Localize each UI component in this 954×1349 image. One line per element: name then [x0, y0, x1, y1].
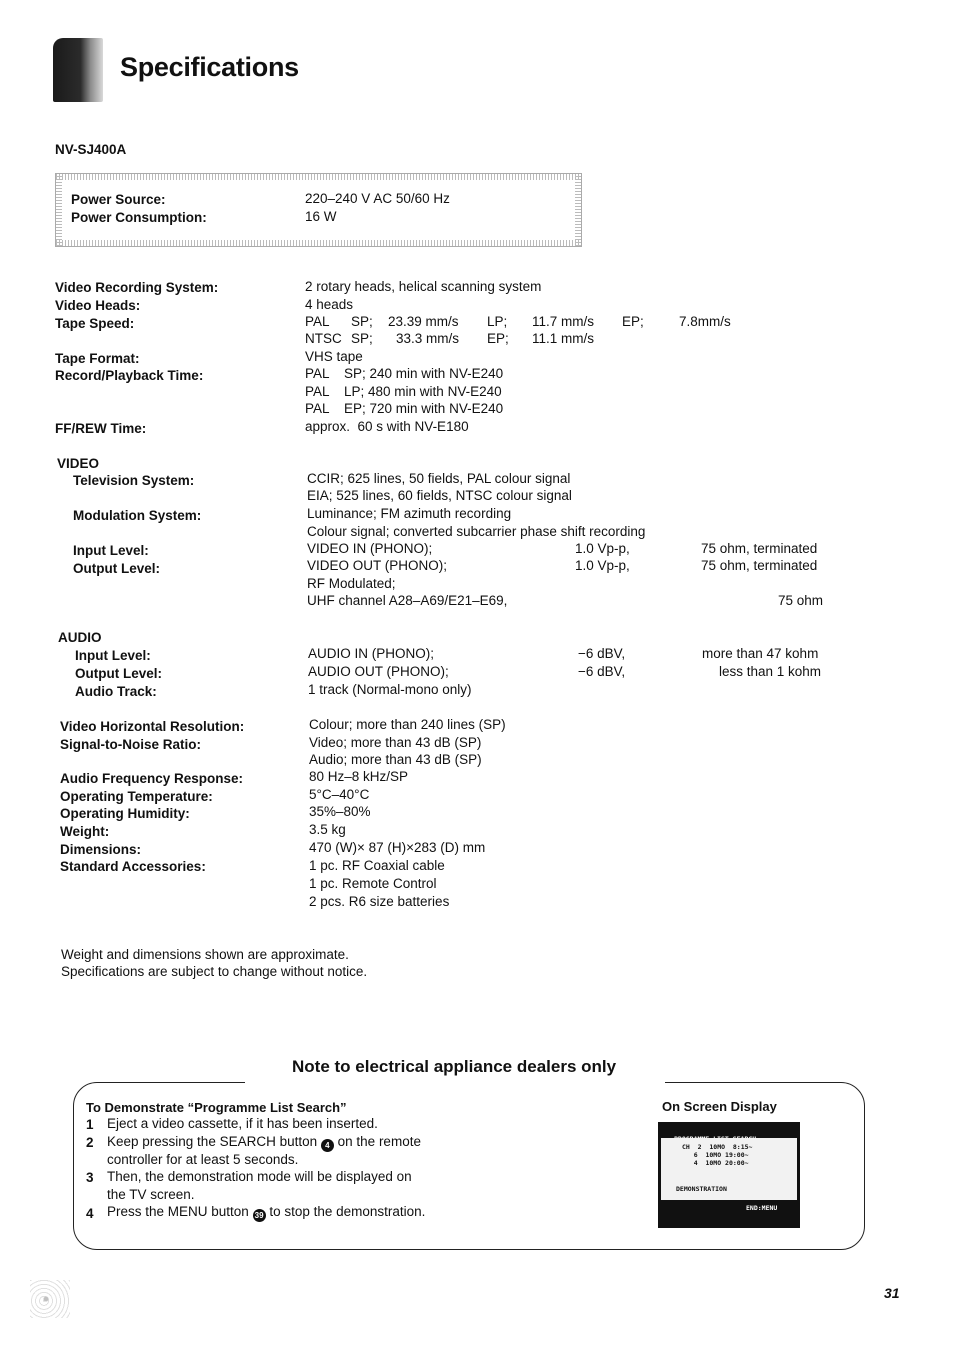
spec-value: 4 heads [305, 297, 354, 312]
power-consumption-label: Power Consumption: [71, 210, 207, 225]
spec-value: 80 Hz–8 kHz/SP [309, 769, 409, 784]
spec-label: Weight: [60, 824, 110, 839]
spec-impedance: 75 ohm, terminated [701, 541, 818, 556]
menu-button-badge-icon: 39 [253, 1209, 266, 1222]
tape-speed-ep: 7.8mm/s [679, 314, 731, 329]
tape-speed-ntsc-sp: 33.3 mm/s [396, 331, 460, 346]
step-text [107, 1134, 421, 1152]
spec-impedance: 75 ohm [778, 593, 824, 608]
spec-label: Audio Track: [75, 684, 157, 699]
spec-value: Video; more than 43 dB (SP) [309, 735, 482, 750]
step-text: controller for at least 5 seconds. [107, 1152, 299, 1167]
spec-label: Television System: [73, 473, 195, 488]
spec-value: RF Modulated; [307, 576, 396, 591]
spec-value: UHF channel A28–A69/E21–E69, [307, 593, 508, 608]
step-number: 2 [86, 1135, 94, 1150]
spec-label: Standard Accessories: [60, 859, 206, 874]
spec-label: Output Level: [75, 666, 162, 681]
tape-speed-lp-label: LP; [487, 314, 508, 329]
spec-label: Signal-to-Noise Ratio: [60, 737, 201, 752]
osd-row: CH 2 10MO 8:15~ [682, 1143, 753, 1151]
spec-value: AUDIO IN (PHONO); [308, 646, 435, 661]
footnote: Weight and dimensions shown are approximate. [61, 947, 349, 962]
spec-value: AUDIO OUT (PHONO); [308, 664, 449, 679]
spec-label: Dimensions: [60, 842, 142, 857]
spec-level: 1.0 Vp-p, [575, 541, 630, 556]
spec-value: PAL EP; 720 min with NV-E240 [305, 401, 504, 416]
spec-value: EIA; 525 lines, 60 fields, NTSC colour signal [307, 488, 572, 503]
tape-speed-ep-label: EP; [622, 314, 644, 329]
tape-speed-ntsc-sp-label: SP; [351, 331, 373, 346]
step-text: Eject a video cassette, if it has been inserted. [107, 1116, 378, 1131]
spec-impedance: 75 ohm, terminated [701, 558, 818, 573]
osd-heading: On Screen Display [662, 1099, 777, 1114]
tape-speed-sp-label: SP; [351, 314, 373, 329]
step-number: 4 [86, 1206, 94, 1221]
footnote: Specifications are subject to change without notice. [61, 964, 368, 979]
spec-value: PAL LP; 480 min with NV-E240 [305, 384, 502, 399]
spec-value: 2 pcs. R6 size batteries [309, 894, 450, 909]
page-title: Specifications [120, 52, 299, 82]
spec-label: Video Heads: [55, 298, 141, 313]
osd-end: END:MENU [746, 1204, 778, 1212]
spec-value: 3.5 kg [309, 822, 346, 837]
spec-value: CCIR; 625 lines, 50 fields, PAL colour signal [307, 471, 571, 486]
spec-level: 1.0 Vp-p, [575, 558, 630, 573]
spec-label: Audio Frequency Response: [60, 771, 244, 786]
power-consumption-value: 16 W [305, 209, 337, 224]
spec-label: Video Horizontal Resolution: [60, 719, 245, 734]
spec-label: Video Recording System: [55, 280, 219, 295]
step-text: the TV screen. [107, 1187, 195, 1202]
search-button-badge-icon: 4 [321, 1139, 334, 1152]
spec-value: Colour signal; converted subcarrier phase shift recording [307, 524, 646, 539]
tape-speed-ntsc-ep: 11.1 mm/s [532, 331, 595, 346]
note-subheading: To Demonstrate “Programme List Search” [86, 1100, 347, 1115]
osd-row: 4 10MO 20:00~ [682, 1159, 749, 1167]
spec-value: 5°C–40°C [309, 787, 370, 802]
spec-value: 1 pc. RF Coaxial cable [309, 858, 445, 873]
tape-speed-ntsc-ep-label: EP; [487, 331, 509, 346]
spec-impedance: more than 47 kohm [702, 646, 819, 661]
spec-label: Input Level: [75, 648, 151, 663]
page-number: 31 [884, 1285, 900, 1301]
spec-value: Luminance; FM azimuth recording [307, 506, 512, 521]
spec-level: −6 dBV, [578, 646, 626, 661]
osd-demo: DEMONSTRATION [676, 1185, 727, 1193]
step-text-a: Keep pressing the SEARCH button [107, 1134, 318, 1149]
note-heading: Note to electrical appliance dealers only [292, 1057, 617, 1076]
spec-value: VIDEO IN (PHONO); [307, 541, 433, 556]
scan-speckle [30, 1280, 70, 1318]
spec-value: PAL SP; 240 min with NV-E240 [305, 366, 504, 381]
spec-label: Operating Temperature: [60, 789, 213, 804]
spec-label: Output Level: [73, 561, 160, 576]
spec-label: Modulation System: [73, 508, 202, 523]
power-source-label: Power Source: [71, 192, 166, 207]
step-number: 1 [86, 1117, 94, 1132]
tape-speed-pal: PAL [305, 314, 330, 329]
step-text-b: on the remote [337, 1134, 421, 1149]
step-text-a: Press the MENU button [107, 1204, 249, 1219]
spec-value: 470 (W)× 87 (H)×283 (D) mm [309, 840, 486, 855]
spec-value: 35%–80% [309, 804, 371, 819]
section-tab-marker [53, 38, 103, 102]
spec-value: VIDEO OUT (PHONO); [307, 558, 448, 573]
spec-value: 2 rotary heads, helical scanning system [305, 279, 542, 294]
spec-label: Record/Playback Time: [55, 368, 204, 383]
spec-label: Tape Format: [55, 351, 140, 366]
spec-value: Audio; more than 43 dB (SP) [309, 752, 482, 767]
step-text: Then, the demonstration mode will be displayed on [107, 1169, 412, 1184]
model-number: NV-SJ400A [55, 142, 127, 157]
spec-value: 1 track (Normal-mono only) [308, 682, 472, 697]
spec-value: approx. 60 s with NV-E180 [305, 419, 469, 434]
spec-label: FF/REW Time: [55, 421, 147, 436]
step-text [107, 1204, 425, 1222]
spec-value: VHS tape [305, 349, 363, 364]
tape-speed-sp: 23.39 mm/s [388, 314, 459, 329]
step-number: 3 [86, 1170, 94, 1185]
power-source-value: 220–240 V AC 50/60 Hz [305, 191, 450, 206]
spec-label: Input Level: [73, 543, 149, 558]
spec-label: Tape Speed: [55, 316, 135, 331]
on-screen-display-image [658, 1122, 800, 1228]
tape-speed-lp: 11.7 mm/s [532, 314, 595, 329]
spec-label: Operating Humidity: [60, 806, 190, 821]
spec-value: Colour; more than 240 lines (SP) [309, 717, 506, 732]
step-text-b: to stop the demonstration. [269, 1204, 426, 1219]
spec-level: −6 dBV, [578, 664, 626, 679]
section-heading-video: VIDEO [57, 456, 100, 471]
spec-impedance: less than 1 kohm [719, 664, 822, 679]
osd-row: 6 10MO 19:00~ [682, 1151, 749, 1159]
section-heading-audio: AUDIO [58, 630, 102, 645]
spec-value: 1 pc. Remote Control [309, 876, 437, 891]
tape-speed-ntsc: NTSC [305, 331, 342, 346]
